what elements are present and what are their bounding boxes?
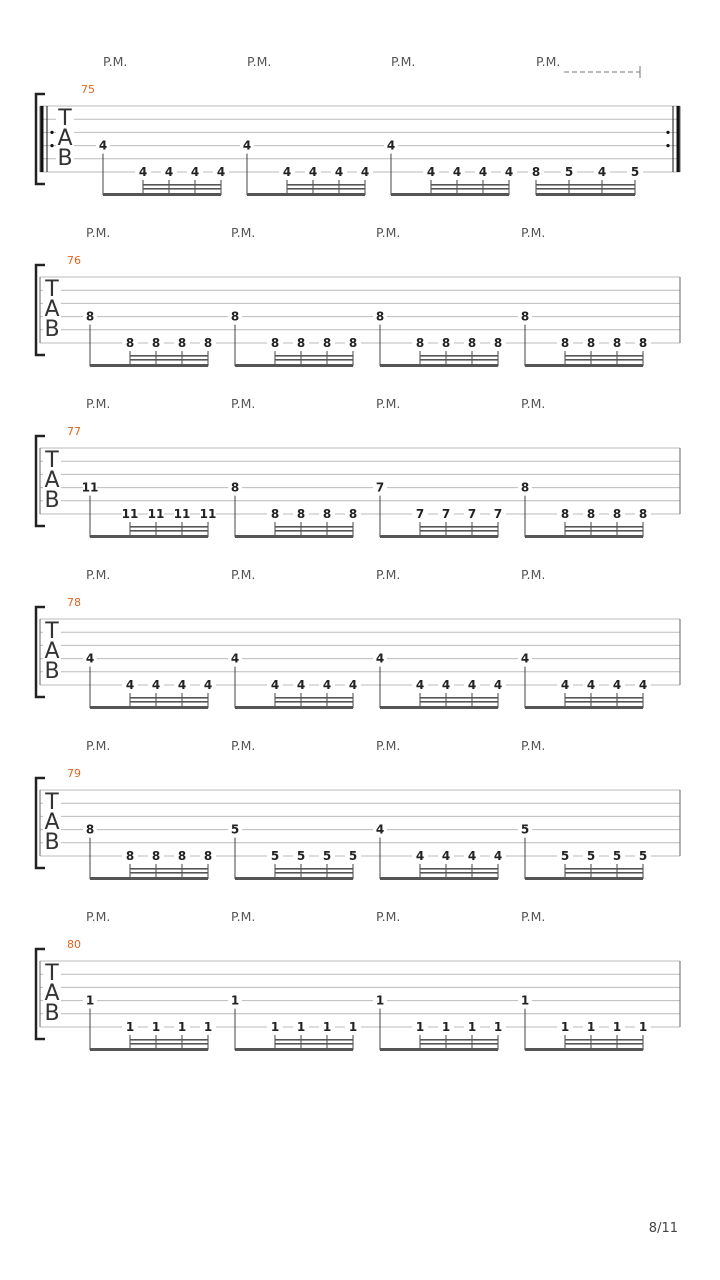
- palm-mute-label: P.M.: [521, 909, 546, 924]
- tab-system-79: [36, 738, 680, 880]
- repeat-dot: [50, 144, 53, 147]
- fret-number: 5: [520, 822, 530, 837]
- beam-tertiary: [130, 1039, 208, 1041]
- fret-number: 7: [467, 507, 477, 521]
- fret-number: 4: [203, 678, 213, 692]
- fret-number: 8: [85, 309, 95, 324]
- measure-number: 76: [67, 254, 81, 267]
- beat-group: [83, 310, 216, 367]
- tab-clef-b: B: [44, 830, 60, 855]
- beam-secondary: [565, 1043, 643, 1045]
- beat-group: [384, 139, 517, 196]
- beam-tertiary: [420, 355, 498, 357]
- fret-number: 5: [270, 849, 280, 863]
- measure-number: 77: [67, 425, 81, 438]
- beam-tertiary: [130, 697, 208, 699]
- fret-number: 4: [520, 651, 530, 666]
- fret-number: 1: [230, 993, 240, 1008]
- fret-number: 8: [586, 507, 596, 521]
- beam-secondary: [143, 188, 221, 190]
- beat-group: [373, 823, 506, 880]
- fret-number: 8: [296, 507, 306, 521]
- fret-number: 1: [415, 1020, 425, 1034]
- palm-mute-label: P.M.: [86, 738, 111, 753]
- beam-secondary: [536, 188, 635, 190]
- fret-number: 5: [348, 849, 358, 863]
- tab-system-80: [36, 909, 680, 1051]
- fret-number: 1: [638, 1020, 648, 1034]
- beam-tertiary: [565, 697, 643, 699]
- fret-number: 4: [125, 678, 135, 692]
- fret-number: 4: [98, 138, 108, 153]
- fret-number: 8: [348, 507, 358, 521]
- beat-group: [96, 139, 229, 196]
- fret-number: 4: [452, 165, 462, 179]
- tab-clef-t: T: [45, 277, 59, 302]
- beam-primary: [235, 1048, 353, 1051]
- fret-number: 4: [138, 165, 148, 179]
- beam-primary: [391, 193, 509, 196]
- fret-number: 8: [612, 507, 622, 521]
- beam-secondary: [275, 359, 353, 361]
- fret-number: 4: [151, 678, 161, 692]
- fret-number: 4: [441, 678, 451, 692]
- repeat-dot: [666, 131, 669, 134]
- tab-clef-a: A: [44, 468, 60, 493]
- fret-number: 4: [296, 678, 306, 692]
- fret-number: 8: [322, 507, 332, 521]
- fret-number: 1: [85, 993, 95, 1008]
- beam-tertiary: [275, 526, 353, 528]
- tab-clef-a: A: [44, 297, 60, 322]
- beat-group: [373, 310, 506, 367]
- fret-number: 8: [270, 507, 280, 521]
- beam-primary: [525, 877, 643, 880]
- fret-number: 4: [426, 165, 436, 179]
- beam-secondary: [565, 701, 643, 703]
- fret-number: 4: [597, 165, 607, 179]
- fret-number: 4: [560, 678, 570, 692]
- fret-number: 5: [638, 849, 648, 863]
- palm-mute-label: P.M.: [231, 738, 256, 753]
- beam-tertiary: [565, 526, 643, 528]
- fret-number: 4: [441, 849, 451, 863]
- beam-secondary: [420, 701, 498, 703]
- tab-system-78: [36, 567, 680, 709]
- fret-number: 4: [415, 849, 425, 863]
- beam-primary: [90, 535, 208, 538]
- beat-group: [82, 481, 217, 538]
- fret-number: 4: [504, 165, 514, 179]
- fret-number: 5: [560, 849, 570, 863]
- tab-clef-a: A: [44, 981, 60, 1006]
- tab-clef-b: B: [44, 488, 60, 513]
- beam-primary: [247, 193, 365, 196]
- beam-secondary: [431, 188, 509, 190]
- beam-tertiary: [130, 526, 208, 528]
- fret-number: 5: [296, 849, 306, 863]
- beat-group: [518, 823, 651, 880]
- tab-clef-b: B: [57, 146, 73, 171]
- tab-clef-a: A: [44, 639, 60, 664]
- beat-group: [518, 310, 651, 367]
- beam-secondary: [130, 359, 208, 361]
- fret-number: 4: [375, 651, 385, 666]
- fret-number: 1: [296, 1020, 306, 1034]
- tab-clef-t: T: [45, 961, 59, 986]
- beam-secondary: [420, 1043, 498, 1045]
- tab-system-77: [36, 396, 680, 538]
- beam-primary: [90, 364, 208, 367]
- measure-number: 80: [67, 938, 81, 951]
- fret-number: 8: [375, 309, 385, 324]
- beam-secondary: [565, 530, 643, 532]
- beat-group: [83, 994, 216, 1051]
- fret-number: 8: [230, 309, 240, 324]
- repeat-dot: [50, 131, 53, 134]
- beam-primary: [90, 706, 208, 709]
- palm-mute-label: P.M.: [231, 567, 256, 582]
- beam-secondary: [130, 872, 208, 874]
- beam-tertiary: [143, 184, 221, 186]
- tab-system-76: [36, 225, 680, 367]
- beat-group: [240, 139, 373, 196]
- palm-mute-label: P.M.: [86, 225, 111, 240]
- beam-primary: [90, 877, 208, 880]
- fret-number: 8: [203, 336, 213, 350]
- fret-number: 4: [467, 678, 477, 692]
- beam-secondary: [420, 872, 498, 874]
- beam-tertiary: [420, 526, 498, 528]
- fret-number: 8: [348, 336, 358, 350]
- fret-number: 1: [151, 1020, 161, 1034]
- fret-number: 8: [270, 336, 280, 350]
- fret-number: 8: [612, 336, 622, 350]
- palm-mute-label: P.M.: [86, 567, 111, 582]
- fret-number: 8: [322, 336, 332, 350]
- palm-mute-label: P.M.: [376, 567, 401, 582]
- fret-number: 5: [564, 165, 574, 179]
- beat-group: [83, 823, 216, 880]
- fret-number: 8: [493, 336, 503, 350]
- beam-tertiary: [275, 1039, 353, 1041]
- palm-mute-label: P.M.: [536, 54, 561, 69]
- beam-primary: [103, 193, 221, 196]
- fret-number: 1: [441, 1020, 451, 1034]
- beam-primary: [380, 706, 498, 709]
- beam-secondary: [275, 530, 353, 532]
- fret-number: 11: [173, 507, 191, 521]
- fret-number: 1: [203, 1020, 213, 1034]
- fret-number: 8: [151, 336, 161, 350]
- fret-number: 8: [586, 336, 596, 350]
- beam-secondary: [275, 1043, 353, 1045]
- beat-group: [528, 165, 643, 196]
- fret-number: 8: [638, 507, 648, 521]
- beat-group: [228, 652, 361, 709]
- tab-clef-a: A: [57, 126, 73, 151]
- fret-number: 8: [441, 336, 451, 350]
- palm-mute-label: P.M.: [376, 396, 401, 411]
- fret-number: 4: [638, 678, 648, 692]
- beam-secondary: [130, 701, 208, 703]
- fret-number: 1: [322, 1020, 332, 1034]
- beam-tertiary: [275, 868, 353, 870]
- beam-secondary: [275, 701, 353, 703]
- beam-primary: [90, 1048, 208, 1051]
- fret-number: 7: [415, 507, 425, 521]
- fret-number: 4: [386, 138, 396, 153]
- beat-group: [228, 310, 361, 367]
- fret-number: 8: [203, 849, 213, 863]
- fret-number: 4: [334, 165, 344, 179]
- fret-number: 4: [85, 651, 95, 666]
- fret-number: 1: [125, 1020, 135, 1034]
- beam-tertiary: [130, 355, 208, 357]
- fret-number: 8: [560, 336, 570, 350]
- beat-group: [83, 652, 216, 709]
- beat-group: [228, 823, 361, 880]
- beam-tertiary: [420, 868, 498, 870]
- fret-number: 1: [493, 1020, 503, 1034]
- beam-primary: [235, 364, 353, 367]
- fret-number: 11: [199, 507, 217, 521]
- fret-number: 4: [308, 165, 318, 179]
- fret-number: 1: [177, 1020, 187, 1034]
- fret-number: 11: [81, 480, 99, 495]
- beam-tertiary: [275, 355, 353, 357]
- palm-mute-label: P.M.: [86, 909, 111, 924]
- beam-tertiary: [565, 1039, 643, 1041]
- fret-number: 8: [85, 822, 95, 837]
- fret-number: 8: [125, 849, 135, 863]
- fret-number: 8: [467, 336, 477, 350]
- tab-clef-b: B: [44, 659, 60, 684]
- palm-mute-label: P.M.: [376, 738, 401, 753]
- fret-number: 4: [282, 165, 292, 179]
- palm-mute-label: P.M.: [521, 738, 546, 753]
- beat-group: [373, 994, 506, 1051]
- fret-number: 4: [164, 165, 174, 179]
- beat-group: [228, 481, 361, 538]
- fret-number: 1: [348, 1020, 358, 1034]
- palm-mute-label: P.M.: [231, 909, 256, 924]
- beat-group: [518, 994, 651, 1051]
- fret-number: 4: [586, 678, 596, 692]
- beam-primary: [235, 535, 353, 538]
- fret-number: 4: [493, 849, 503, 863]
- tab-clef-b: B: [44, 1001, 60, 1026]
- beam-tertiary: [275, 697, 353, 699]
- beam-tertiary: [420, 1039, 498, 1041]
- fret-number: 4: [242, 138, 252, 153]
- tab-clef-a: A: [44, 810, 60, 835]
- beam-tertiary: [287, 184, 365, 186]
- fret-number: 1: [520, 993, 530, 1008]
- beam-secondary: [130, 1043, 208, 1045]
- beam-tertiary: [565, 355, 643, 357]
- beat-group: [228, 994, 361, 1051]
- fret-number: 7: [441, 507, 451, 521]
- fret-number: 4: [348, 678, 358, 692]
- beam-secondary: [565, 872, 643, 874]
- palm-mute-label: P.M.: [391, 54, 416, 69]
- fret-number: 8: [520, 309, 530, 324]
- fret-number: 11: [121, 507, 139, 521]
- beat-group: [373, 652, 506, 709]
- beat-group: [518, 652, 651, 709]
- palm-mute-label: P.M.: [86, 396, 111, 411]
- fret-number: 1: [467, 1020, 477, 1034]
- beam-primary: [380, 1048, 498, 1051]
- measure-number: 75: [81, 83, 95, 96]
- fret-number: 4: [190, 165, 200, 179]
- fret-number: 4: [360, 165, 370, 179]
- beam-primary: [525, 706, 643, 709]
- beat-group: [373, 481, 506, 538]
- fret-number: 8: [560, 507, 570, 521]
- beam-tertiary: [431, 184, 509, 186]
- palm-mute-label: P.M.: [521, 396, 546, 411]
- palm-mute-label: P.M.: [103, 54, 128, 69]
- beam-tertiary: [420, 697, 498, 699]
- fret-number: 5: [586, 849, 596, 863]
- fret-number: 4: [177, 678, 187, 692]
- fret-number: 7: [493, 507, 503, 521]
- measure-number: 79: [67, 767, 81, 780]
- fret-number: 4: [322, 678, 332, 692]
- beam-secondary: [130, 530, 208, 532]
- fret-number: 4: [467, 849, 477, 863]
- fret-number: 8: [520, 480, 530, 495]
- palm-mute-label: P.M.: [231, 396, 256, 411]
- fret-number: 1: [586, 1020, 596, 1034]
- beam-primary: [525, 1048, 643, 1051]
- fret-number: 8: [230, 480, 240, 495]
- fret-number: 5: [612, 849, 622, 863]
- beat-group: [518, 481, 651, 538]
- fret-number: 1: [612, 1020, 622, 1034]
- beam-primary: [380, 364, 498, 367]
- beam-secondary: [420, 530, 498, 532]
- fret-number: 5: [230, 822, 240, 837]
- beam-secondary: [420, 359, 498, 361]
- fret-number: 5: [322, 849, 332, 863]
- palm-mute-label: P.M.: [231, 225, 256, 240]
- beam-primary: [525, 364, 643, 367]
- tab-clef-t: T: [58, 106, 72, 131]
- fret-number: 4: [230, 651, 240, 666]
- beam-secondary: [275, 872, 353, 874]
- fret-number: 8: [177, 849, 187, 863]
- fret-number: 8: [177, 336, 187, 350]
- beam-primary: [536, 193, 635, 196]
- tab-system-75: [36, 54, 680, 196]
- fret-number: 8: [125, 336, 135, 350]
- palm-mute-label: P.M.: [521, 567, 546, 582]
- fret-number: 7: [375, 480, 385, 495]
- palm-mute-label: P.M.: [247, 54, 272, 69]
- beam-primary: [380, 535, 498, 538]
- beam-primary: [380, 877, 498, 880]
- page-number: 8/11: [648, 1221, 678, 1236]
- fret-number: 1: [375, 993, 385, 1008]
- fret-number: 8: [296, 336, 306, 350]
- fret-number: 8: [531, 165, 541, 179]
- beam-primary: [235, 877, 353, 880]
- beam-tertiary: [130, 868, 208, 870]
- beam-secondary: [565, 359, 643, 361]
- beam-secondary: [287, 188, 365, 190]
- fret-number: 8: [638, 336, 648, 350]
- fret-number: 4: [612, 678, 622, 692]
- fret-number: 8: [415, 336, 425, 350]
- beam-primary: [525, 535, 643, 538]
- fret-number: 1: [560, 1020, 570, 1034]
- palm-mute-label: P.M.: [376, 225, 401, 240]
- tab-clef-b: B: [44, 317, 60, 342]
- beam-tertiary: [565, 868, 643, 870]
- fret-number: 1: [270, 1020, 280, 1034]
- fret-number: 4: [375, 822, 385, 837]
- fret-number: 4: [216, 165, 226, 179]
- repeat-dot: [666, 144, 669, 147]
- fret-number: 4: [493, 678, 503, 692]
- palm-mute-label: P.M.: [376, 909, 401, 924]
- fret-number: 8: [151, 849, 161, 863]
- fret-number: 4: [478, 165, 488, 179]
- fret-number: 4: [270, 678, 280, 692]
- beam-primary: [235, 706, 353, 709]
- fret-number: 5: [630, 165, 640, 179]
- tab-clef-t: T: [45, 448, 59, 473]
- fret-number: 11: [147, 507, 165, 521]
- fret-number: 4: [415, 678, 425, 692]
- tab-clef-t: T: [45, 619, 59, 644]
- palm-mute-label: P.M.: [521, 225, 546, 240]
- measure-number: 78: [67, 596, 81, 609]
- beam-tertiary: [536, 184, 635, 186]
- tab-clef-t: T: [45, 790, 59, 815]
